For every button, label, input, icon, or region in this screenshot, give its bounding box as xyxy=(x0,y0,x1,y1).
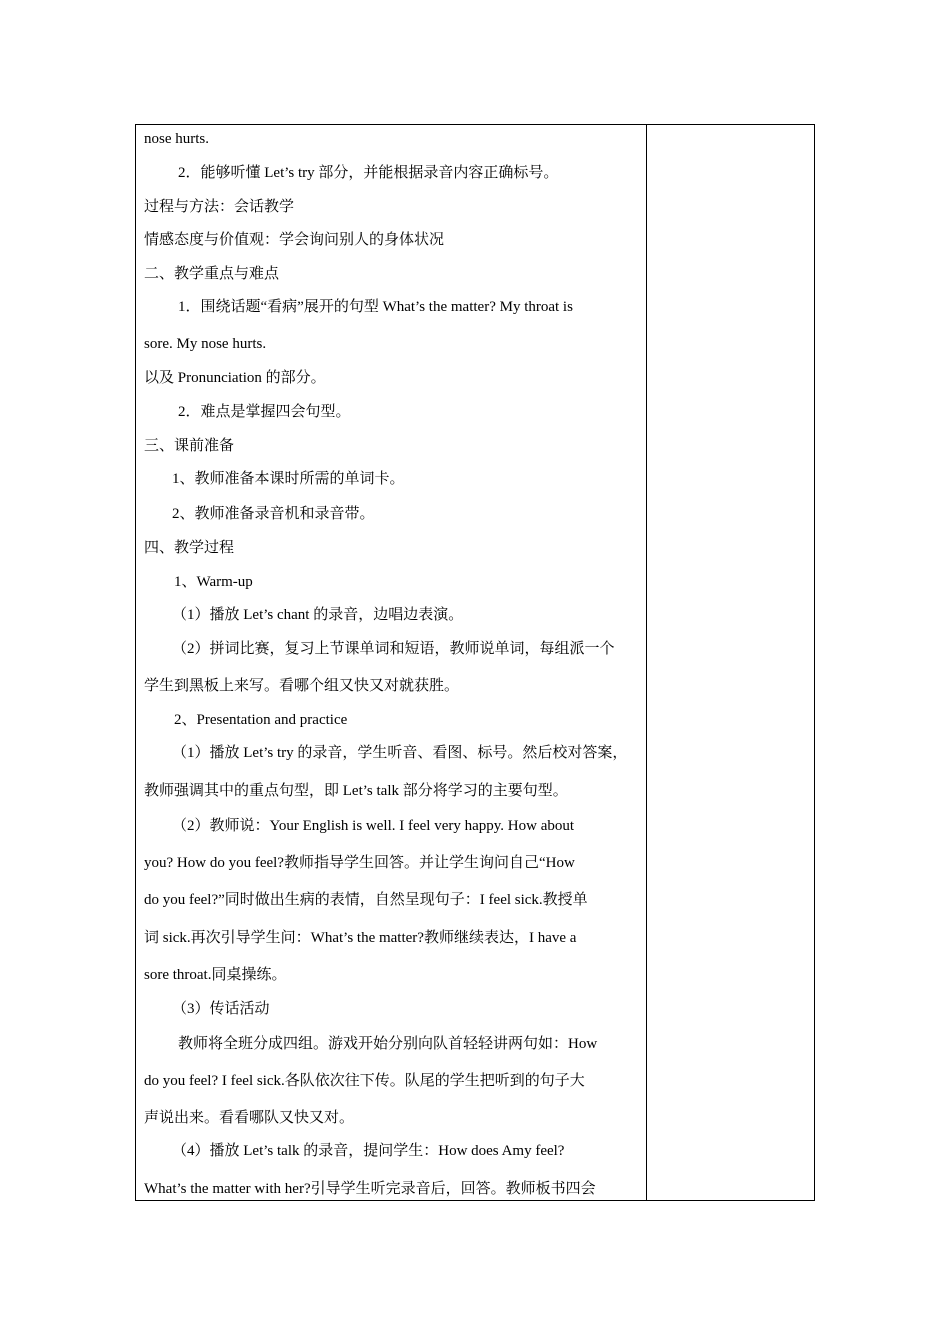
text-line: nose hurts. xyxy=(144,131,209,147)
text-line: （3）传话活动 xyxy=(172,1001,270,1017)
text-line: 声说出来。看看哪队又快又对。 xyxy=(144,1110,355,1126)
text-line: 学生到黑板上来写。看哪个组又快又对就获胜。 xyxy=(144,678,460,694)
text-line: 以及 Pronunciation 的部分。 xyxy=(144,370,326,386)
text-line: 教师将全班分成四组。游戏开始分别向队首轻轻讲两句如：How xyxy=(178,1036,598,1052)
text-line: （2）教师说：Your English is well. I feel very happy. How about xyxy=(172,818,575,834)
text-line: 2、Presentation and practice xyxy=(174,712,348,728)
text-line: sore throat.同桌操练。 xyxy=(144,967,287,983)
text-line: 情感态度与价值观：学会询问别人的身体状况 xyxy=(144,232,445,248)
text-line: （2）拼词比赛，复习上节课单词和短语，教师说单词，每组派一个 xyxy=(172,641,615,657)
text-line: 1、Warm-up xyxy=(174,574,253,590)
text-line: 2、教师准备录音机和录音带。 xyxy=(172,506,375,522)
notes-cell xyxy=(647,125,814,1200)
text-line: What’s the matter with her?引导学生听完录音后，回答。教师板书四会 xyxy=(144,1181,596,1197)
text-line: 教师强调其中的重点句型，即 Let’s talk 部分将学习的主要句型。 xyxy=(144,783,568,799)
text-line: 2．难点是掌握四会句型。 xyxy=(178,404,351,420)
text-line: （1）播放 Let’s try 的录音，学生听音、看图、标号。然后校对答案， xyxy=(172,745,628,761)
text-line: 词 sick.再次引导学生问：What’s the matter?教师继续表达，I have a xyxy=(144,930,577,946)
section-heading: 三、课前准备 xyxy=(144,438,235,454)
text-line: 2．能够听懂 Let’s try 部分，并能根据录音内容正确标号。 xyxy=(178,165,559,181)
text-line: 过程与方法：会话教学 xyxy=(144,199,295,215)
text-line: do you feel?”同时做出生病的表情，自然呈现句子：I feel sick.教授单 xyxy=(144,892,588,908)
section-heading: 四、教学过程 xyxy=(144,540,235,556)
text-line: 1、教师准备本课时所需的单词卡。 xyxy=(172,471,405,487)
lesson-plan-table xyxy=(135,124,815,1201)
section-heading: 二、教学重点与难点 xyxy=(144,266,280,282)
text-line: do you feel? I feel sick.各队依次往下传。队尾的学生把听到的句子大 xyxy=(144,1073,585,1089)
text-line: （4）播放 Let’s talk 的录音，提问学生：How does Amy feel? xyxy=(172,1143,565,1159)
text-line: you? How do you feel?教师指导学生回答。并让学生询问自己“How xyxy=(144,855,575,871)
text-line: 1．围绕话题“看病”展开的句型 What’s the matter? My throat is xyxy=(178,299,573,315)
text-line: sore. My nose hurts. xyxy=(144,336,267,352)
content-cell xyxy=(136,125,646,1200)
text-line: （1）播放 Let’s chant 的录音，边唱边表演。 xyxy=(172,607,464,623)
